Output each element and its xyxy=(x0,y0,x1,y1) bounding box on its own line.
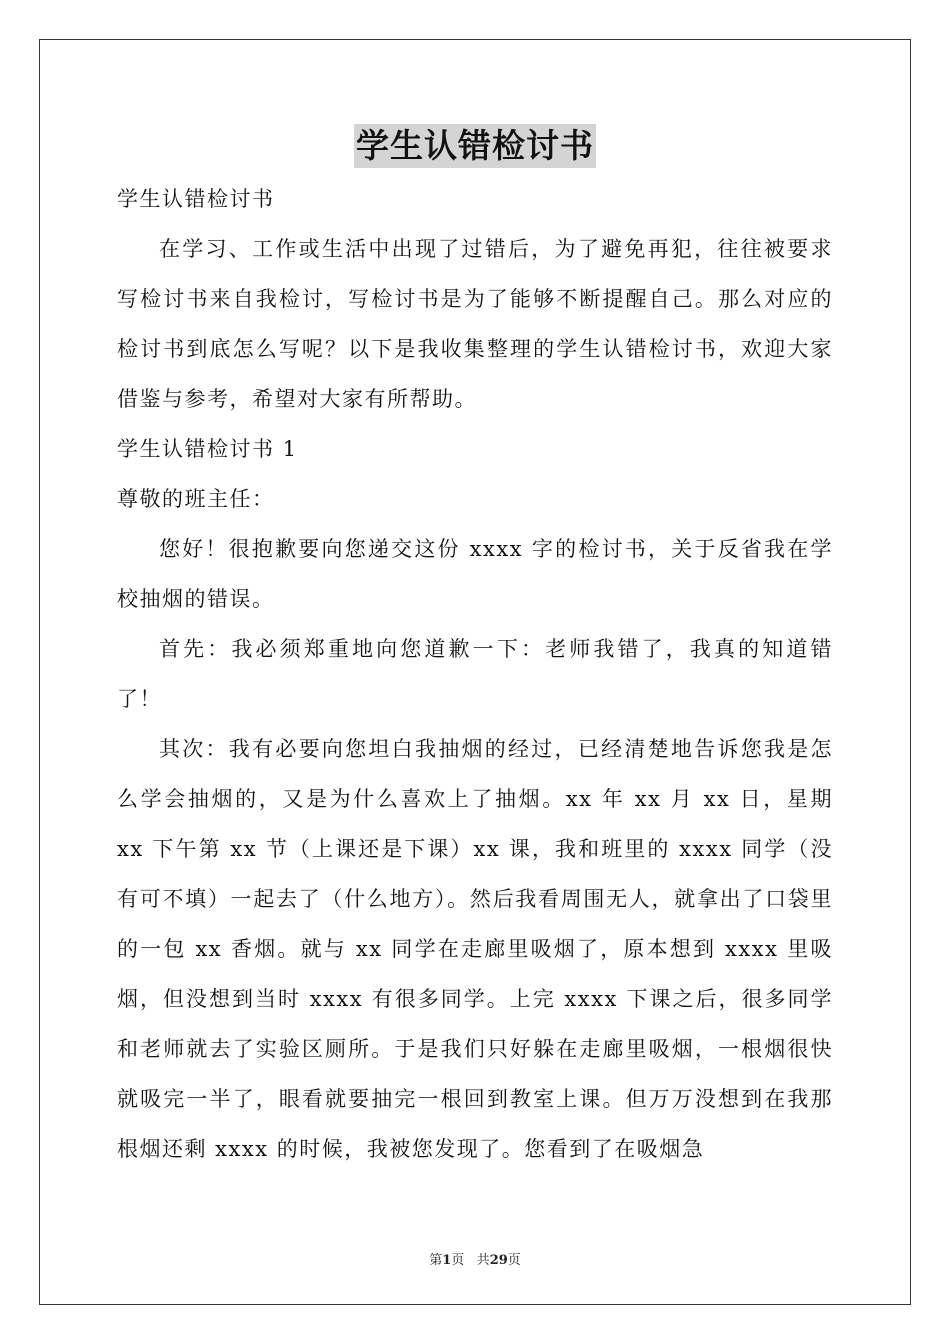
page-total: 29 xyxy=(489,1253,508,1268)
page-current: 1 xyxy=(442,1253,452,1268)
body-paragraph: 其次：我有必要向您坦白我抽烟的经过，已经清楚地告诉您我是怎么学会抽烟的，又是为什么喜欢上了抽烟。xx 年 xx 月 xx 日，星期 xx 下午第 xx 节（上课还是下课）xx 课，我和班里的 xxxx 同学（没有可不填）一起去了（什么地方）。然后我看周围无人，就拿出了口袋里的一包 xx 香烟。就与 xx 同学在走廊里吸烟了，原本想到 xxxx 里吸烟，但没想到当时 xxxx 有很多同学。上完 xxxx 下课之后，很多同学和老师就去了实验区厕所。于是我们只好躲在走廊里吸烟，一根烟很快就吸完一半了，眼看就要抽完一根回到教室上课。但万万没想到在我那根烟还剩 xxxx 的时候，我被您发现了。您看到了在吸烟急 xyxy=(117,737,833,1161)
page-prefix: 第 xyxy=(429,1253,443,1268)
body-paragraph: 首先：我必须郑重地向您道歉一下：老师我错了，我真的知道错了！ xyxy=(117,637,833,711)
document-body xyxy=(117,174,833,1174)
salutation: 尊敬的班主任： xyxy=(117,487,275,511)
total-suffix: 页 xyxy=(507,1253,521,1268)
document-title: 学生认错检讨书 xyxy=(354,124,596,168)
total-prefix: 共 xyxy=(476,1253,490,1268)
page-footer xyxy=(0,1249,950,1268)
body-paragraph: 您好！很抱歉要向您递交这份 xxxx 字的检讨书，关于反省我在学校抽烟的错误。 xyxy=(117,537,833,611)
document-title-wrapper xyxy=(0,124,950,168)
intro-paragraph: 在学习、工作或生活中出现了过错后，为了避免再犯，往往被要求写检讨书来自我检讨，写检讨书是为了能够不断提醒自己。那么对应的检讨书到底怎么写呢？以下是我收集整理的学生认错检讨书，欢迎大家借鉴与参考，希望对大家有所帮助。 xyxy=(117,237,833,411)
page-suffix: 页 xyxy=(451,1253,465,1268)
section-heading: 学生认错检讨书 1 xyxy=(117,437,298,461)
subtitle-paragraph: 学生认错检讨书 xyxy=(117,187,275,211)
